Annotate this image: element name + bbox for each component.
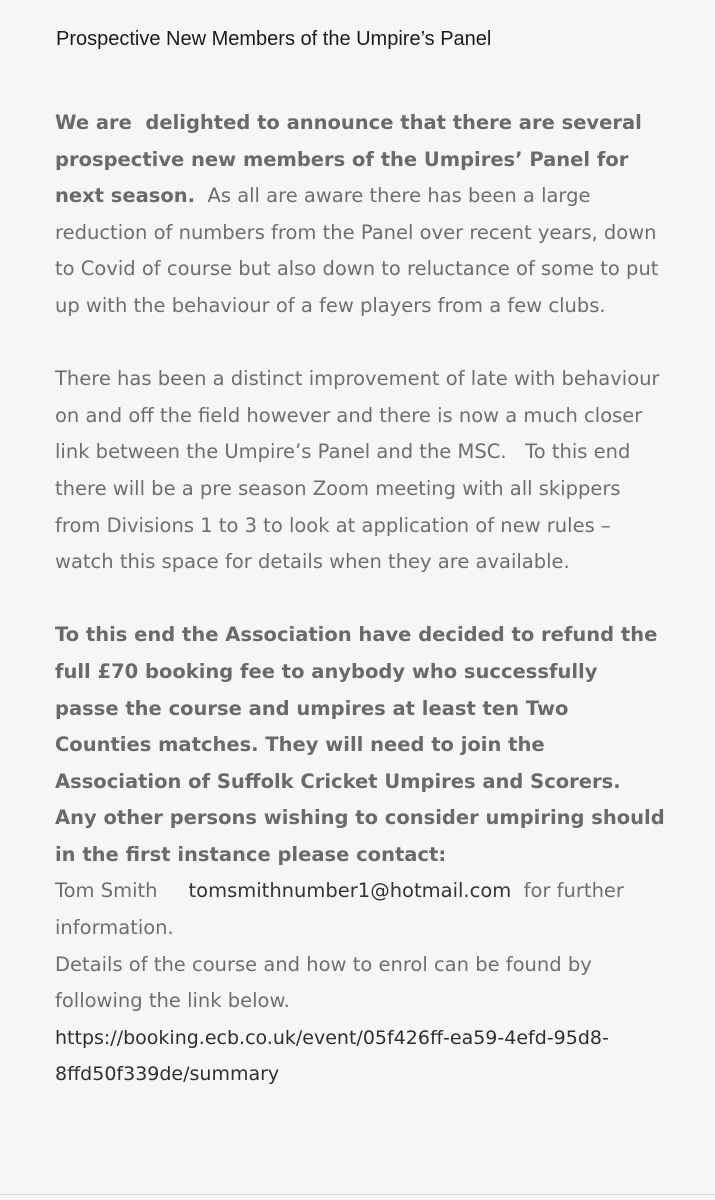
contact-name: Tom Smith [55, 879, 158, 903]
contact-line [55, 879, 524, 902]
contact-email-link[interactable]: tomsmithnumber1@hotmail.com [188, 879, 512, 903]
booking-link-part1[interactable]: https://booking.ecb.co.uk/event/05f426ff-ea59-4efd-95d8- [55, 1026, 609, 1049]
paragraph-announcement [55, 105, 665, 325]
paragraph-refund [55, 617, 665, 1093]
article-body [55, 105, 665, 1093]
bottom-divider [0, 1194, 715, 1195]
refund-bold-text: To this end the Association have decided to refund the full £70 booking fee to anybody who successfully passe the course and umpires at least ten Two Counties matches. They will need to join the Association of Suffolk Cricket Umpires and Scorers. Any other persons wishing to consider umpiring should in the first instance please contact: [55, 623, 665, 866]
booking-link[interactable] [55, 1027, 609, 1086]
page-title: Prospective New Members of the Umpire’s Panel [56, 28, 492, 50]
course-details-text: Details of the course and how to enrol can be found by following the link below. [55, 952, 592, 1013]
booking-link-part2[interactable]: 8ffd50f339de/summary [55, 1063, 280, 1086]
paragraph-improvement: There has been a distinct improvement of late with behaviour on and off the field however and there is now a much closer link between the Umpire’s Panel and the MSC. To this end there will be a pre season Zoom meeting with all skippers from Divisions 1 to 3 to look at application of new rules – watch this space for details when they are available. [55, 367, 660, 574]
contact-suffix: for further information. [55, 879, 624, 940]
announcement-text: As all are aware there has been a large reduction of numbers from the Panel over recent years, down to Covid of course but also down to reluctance of some to put up with the behaviour of a few players from a few clubs. [55, 184, 659, 317]
announcement-bold-text: We are delighted to announce that there are several prospective new members of the Umpires’ Panel for next season. [55, 111, 642, 208]
